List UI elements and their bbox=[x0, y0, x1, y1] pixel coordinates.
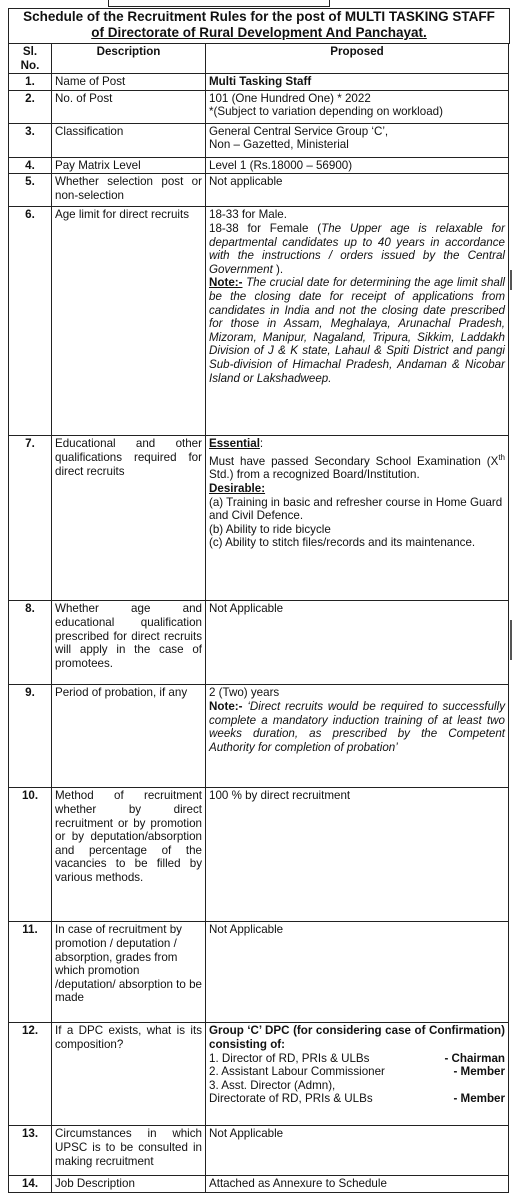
row-proposed: Level 1 (Rs.18000 – 56900) bbox=[206, 157, 509, 174]
row-description: Whether selection post or non-selection bbox=[52, 174, 206, 207]
dpc-member: Directorate of RD, PRIs & ULBs bbox=[209, 1092, 373, 1106]
essential-colon: : bbox=[259, 437, 264, 451]
dpc-member: 3. Asst. Director (Admn), bbox=[209, 1078, 336, 1092]
row-proposed bbox=[206, 123, 509, 157]
table-row bbox=[9, 436, 509, 601]
row-description: Method of recruitment whether by direct recruitment or by promotion or by deputation/absorption and percentage of the vacancies to be filled by various methods. bbox=[52, 788, 206, 922]
document-page bbox=[8, 0, 508, 1200]
dpc-role: - Chairman bbox=[444, 1051, 505, 1065]
header-sl-no: Sl. No. bbox=[9, 44, 52, 74]
dpc-member-row bbox=[209, 1052, 505, 1066]
dpc-role: - Member bbox=[453, 1092, 505, 1106]
row-description: Pay Matrix Level bbox=[52, 157, 206, 174]
desirable-item: (c) Ability to stitch files/records and its maintenance. bbox=[209, 536, 476, 550]
row-proposed: 100 % by direct recruitment bbox=[206, 788, 509, 922]
essential-text bbox=[209, 451, 505, 482]
row-number: 2. bbox=[9, 90, 52, 123]
essential-text-b: Std.) from a recognized Board/Institution. bbox=[209, 468, 420, 482]
table-row bbox=[9, 174, 509, 207]
row-description: Circumstances in which UPSC is to be consulted in making recruitment bbox=[52, 1126, 206, 1176]
row-proposed: Multi Tasking Staff bbox=[206, 74, 509, 91]
table-row bbox=[9, 74, 509, 91]
row-description: In case of recruitment by promotion / deputation / absorption, grades from which promotion /deputation/ absorption to be made bbox=[52, 922, 206, 1023]
desirable-item: (a) Training in basic and refresher course in Home Guard and Civil Defence. bbox=[209, 495, 503, 523]
note-label: Note:- bbox=[209, 699, 243, 713]
row-number: 11. bbox=[9, 922, 52, 1023]
row-number: 5. bbox=[9, 174, 52, 207]
proposed-line: *(Subject to variation depending on workload) bbox=[209, 105, 443, 119]
table-row bbox=[9, 207, 509, 436]
note-label: Note:- bbox=[209, 276, 243, 290]
header-proposed: Proposed bbox=[206, 44, 509, 74]
row-number: 9. bbox=[9, 685, 52, 788]
row-number: 12. bbox=[9, 1023, 52, 1126]
row-proposed: Not Applicable bbox=[206, 1126, 509, 1176]
dpc-member-row bbox=[209, 1065, 505, 1079]
essential-heading bbox=[209, 437, 505, 451]
row-number: 8. bbox=[9, 601, 52, 685]
proposed-text: ). bbox=[272, 262, 284, 276]
table-row bbox=[9, 922, 509, 1023]
table-row bbox=[9, 90, 509, 123]
table-header-row bbox=[9, 44, 509, 74]
row-description: Classification bbox=[52, 123, 206, 157]
dpc-member: 2. Assistant Labour Commissioner bbox=[209, 1065, 385, 1079]
dpc-member: 1. Director of RD, PRIs & ULBs bbox=[209, 1051, 370, 1065]
proposed-line: 18-33 for Male. bbox=[209, 208, 287, 222]
dpc-role: - Member bbox=[453, 1065, 505, 1079]
proposed-paragraph bbox=[209, 222, 505, 276]
row-description: Job Description bbox=[52, 1176, 206, 1193]
desirable-label: Desirable: bbox=[209, 482, 266, 496]
row-number: 1. bbox=[9, 74, 52, 91]
row-number: 13. bbox=[9, 1126, 52, 1176]
row-number: 4. bbox=[9, 157, 52, 174]
title-line-1: Schedule of the Recruitment Rules for the post of MULTI TASKING STAFF bbox=[23, 9, 495, 24]
row-number: 14. bbox=[9, 1176, 52, 1193]
note-text: ‘Direct recruits would be required to successfully complete a mandatory induction training of at least two weeks duration, as prescribed by the Competent Authority for completion of probation’ bbox=[209, 699, 505, 754]
essential-text-a: Must have passed Secondary School Examination (X bbox=[209, 454, 499, 468]
note-paragraph bbox=[209, 700, 505, 754]
page-edge-line bbox=[510, 620, 512, 660]
row-description: Whether age and educational qualification prescribed for direct recruits will apply in the case of promotees. bbox=[52, 601, 206, 685]
desirable-item: (b) Ability to ride bicycle bbox=[209, 522, 331, 536]
proposed-line: Non – Gazetted, Ministerial bbox=[209, 138, 349, 152]
top-strip bbox=[108, 0, 330, 7]
row-description: Educational and other qualifications required for direct recruits bbox=[52, 436, 206, 601]
table-row bbox=[9, 788, 509, 922]
row-description: Age limit for direct recruits bbox=[52, 207, 206, 436]
header-description: Description bbox=[52, 44, 206, 74]
row-description: Period of probation, if any bbox=[52, 685, 206, 788]
row-number: 3. bbox=[9, 123, 52, 157]
row-number: 10. bbox=[9, 788, 52, 922]
table-row bbox=[9, 685, 509, 788]
row-description: Name of Post bbox=[52, 74, 206, 91]
row-proposed: Attached as Annexure to Schedule bbox=[206, 1176, 509, 1193]
document-title bbox=[8, 8, 510, 44]
row-proposed: Not applicable bbox=[206, 174, 509, 207]
table-row bbox=[9, 1176, 509, 1193]
proposed-italic-text: The Upper age is relaxable for departmental candidates up to 40 years in accordance with the instructions / orders issued by the Central Government bbox=[209, 221, 505, 276]
proposed-text: 18-38 for Female ( bbox=[209, 221, 322, 235]
row-proposed: Not Applicable bbox=[206, 601, 509, 685]
essential-label: Essential bbox=[209, 437, 260, 451]
row-number: 7. bbox=[9, 436, 52, 601]
table-row bbox=[9, 157, 509, 174]
proposed-line: 101 (One Hundred One) * 2022 bbox=[209, 91, 371, 105]
row-number: 6. bbox=[9, 207, 52, 436]
row-proposed bbox=[206, 1023, 509, 1126]
row-proposed bbox=[206, 207, 509, 436]
superscript: th bbox=[498, 452, 505, 462]
note-text: The crucial date for determining the age limit shall be the closing date for receipt of applications from candidates in India and not the closing date prescribed for those in Assam, Meghalaya, Arunachal Pradesh, Mizoram, Manipur, Nagaland, Tripura, Sikkim, Laddakh Division of J & K state, Lahaul & Spiti District and pangi Sub-division of Himachal Pradesh, Andaman & Nicobar Island or Lakshadweep. bbox=[209, 276, 505, 385]
row-description: No. of Post bbox=[52, 90, 206, 123]
row-proposed bbox=[206, 685, 509, 788]
title-line-2: of Directorate of Rural Development And Panchayat. bbox=[91, 25, 427, 40]
proposed-line: General Central Service Group ‘C’, bbox=[209, 124, 389, 138]
dpc-heading: Group ‘C’ DPC (for considering case of Confirmation) consisting of: bbox=[209, 1024, 505, 1051]
table-row bbox=[9, 123, 509, 157]
proposed-line: 2 (Two) years bbox=[209, 686, 280, 700]
table-row bbox=[9, 1126, 509, 1176]
table-row bbox=[9, 1023, 509, 1126]
schedule-table bbox=[8, 43, 509, 1193]
page-edge-line bbox=[510, 270, 512, 290]
row-proposed: Not Applicable bbox=[206, 922, 509, 1023]
dpc-member-row bbox=[209, 1092, 505, 1106]
table-row bbox=[9, 601, 509, 685]
row-description: If a DPC exists, what is its composition? bbox=[52, 1023, 206, 1126]
row-proposed bbox=[206, 90, 509, 123]
row-proposed bbox=[206, 436, 509, 601]
note-paragraph bbox=[209, 276, 505, 385]
